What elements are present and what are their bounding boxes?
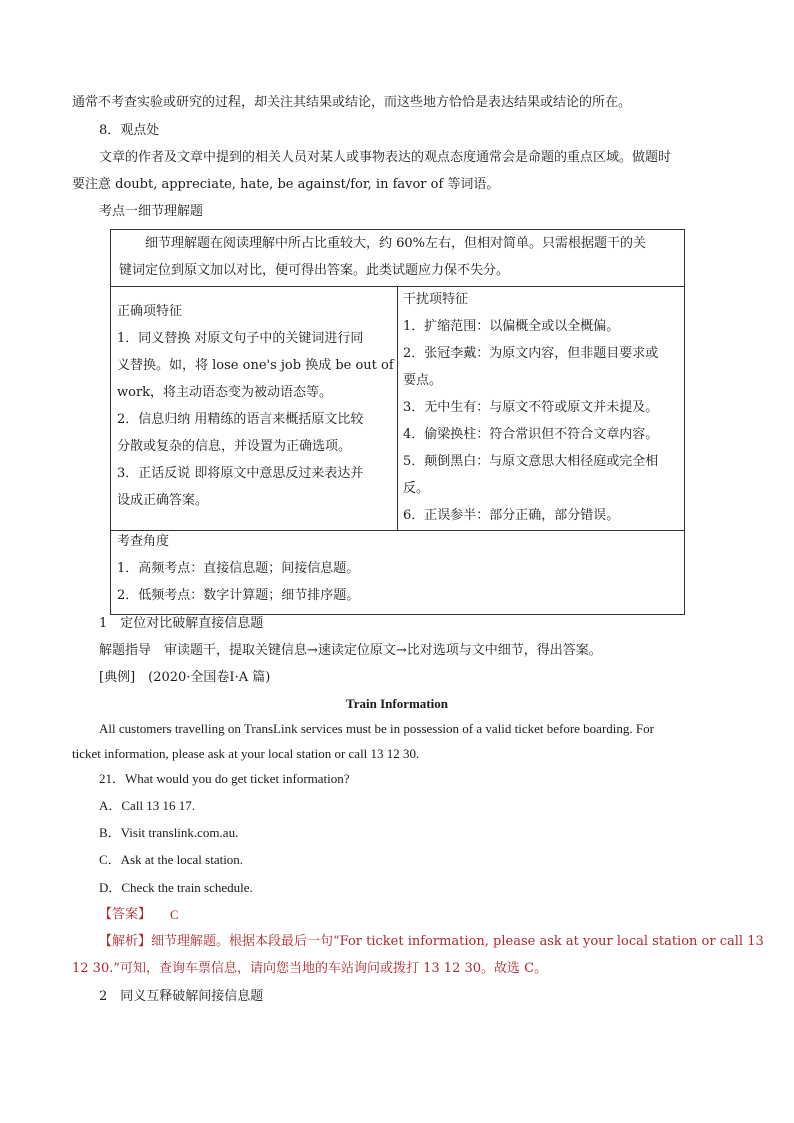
distractor-feature-line: 4．偷梁换柱：符合常识但不符合文章内容。 [403, 427, 659, 442]
correct-feature-line: 1．同义替换 对原文句子中的关键词进行同 [117, 331, 364, 346]
passage-title: Train Information [346, 696, 448, 711]
correct-feature-line: 2．信息归纳 用精练的语言来概括原文比较 [117, 412, 364, 427]
correct-feature-line: 分散或复杂的信息，并设置为正确选项。 [117, 439, 352, 454]
distractor-feature-line: 反。 [403, 481, 430, 496]
solving-guide: 解题指导 审读题干，提取关键信息→速读定位原文→比对选项与文中细节，得出答案。 [99, 643, 602, 658]
option-a: A．Call 13 16 17. [99, 798, 196, 813]
analysis-line2: 12 30.”可知，查询车票信息，请向您当地的车站询问或拨打 13 12 30。故选 C。 [72, 961, 548, 976]
distractor-feature-line: 2．张冠李戴：为原文内容，但非题目要求或 [403, 346, 659, 361]
table-intro-line1: 细节理解题在阅读理解中所占比重较大，约 60%左右，但相对简单。只需根据题干的关 [145, 236, 647, 251]
correct-feature-line: 3．正话反说 即将原文中意思反过来表达并 [117, 466, 364, 481]
exam-angle-line: 1．高频考点：直接信息题；间接信息题。 [117, 561, 360, 576]
exam-angle-line: 2．低频考点：数字计算题；细节排序题。 [117, 588, 360, 603]
answer-label: 【答案】 [99, 907, 152, 922]
viewpoint-para-line2: 要注意 doubt, appreciate, hate, be against/for, in favor of 等词语。 [72, 177, 500, 192]
distractor-features-title: 干扰项特征 [403, 292, 469, 307]
distractor-feature-line: 要点。 [403, 373, 443, 388]
viewpoint-para-line1: 文章的作者及文章中提到的相关人员对某人或事物表达的观点态度通常会是命题的重点区域。做题时 [99, 150, 672, 165]
option-d: D．Check the train schedule. [99, 880, 253, 895]
summary-table [110, 229, 685, 615]
passage-para-line2: ticket information, please ask at your local station or call 13 12 30. [72, 746, 420, 761]
option-b: B．Visit translink.com.au. [99, 825, 239, 840]
answer-value: C [170, 907, 179, 922]
section1-title: 1 定位对比破解直接信息题 [99, 616, 264, 631]
example-source: [典例] (2020·全国卷Ⅰ·A 篇) [99, 670, 271, 685]
distractor-feature-line: 1．扩缩范围：以偏概全或以全概偏。 [403, 319, 620, 334]
table-intro-line2: 键词定位到原文加以对比，便可得出答案。此类试题应力保不失分。 [119, 263, 510, 278]
heading-viewpoint: 8．观点处 [99, 123, 160, 138]
exam-angle-title: 考查角度 [117, 534, 170, 549]
table-divider-bottom [111, 530, 684, 531]
correct-feature-line: 设成正确答案。 [117, 493, 209, 508]
correct-feature-line: 义替换。如，将 lose one's job 换成 be out of [117, 358, 394, 373]
option-c: C．Ask at the local station. [99, 852, 244, 867]
distractor-feature-line: 5．颠倒黑白：与原文意思大相径庭或完全相 [403, 454, 659, 469]
correct-feature-line: work，将主动语态变为被动语态等。 [117, 385, 333, 400]
table-divider-vertical [397, 286, 398, 530]
correct-features-title: 正确项特征 [117, 304, 183, 319]
distractor-feature-line: 6．正误参半：部分正确，部分错误。 [403, 508, 620, 523]
analysis-line1: 【解析】细节理解题。根据本段最后一句“For ticket information, please ask at your local station or call 13 [99, 934, 764, 949]
section2-title: 2 同义互释破解间接信息题 [99, 989, 264, 1004]
question: 21．What would you do get ticket information? [99, 771, 350, 786]
passage-para-line1: All customers travelling on TransLink services must be in possession of a valid ticket before boarding. For [99, 721, 654, 736]
kaodian-heading: 考点一细节理解题 [99, 204, 204, 219]
intro-line: 通常不考查实验或研究的过程，却关注其结果或结论，而这些地方恰恰是表达结果或结论的所在。 [72, 95, 632, 110]
distractor-feature-line: 3．无中生有：与原文不符或原文并未提及。 [403, 400, 659, 415]
